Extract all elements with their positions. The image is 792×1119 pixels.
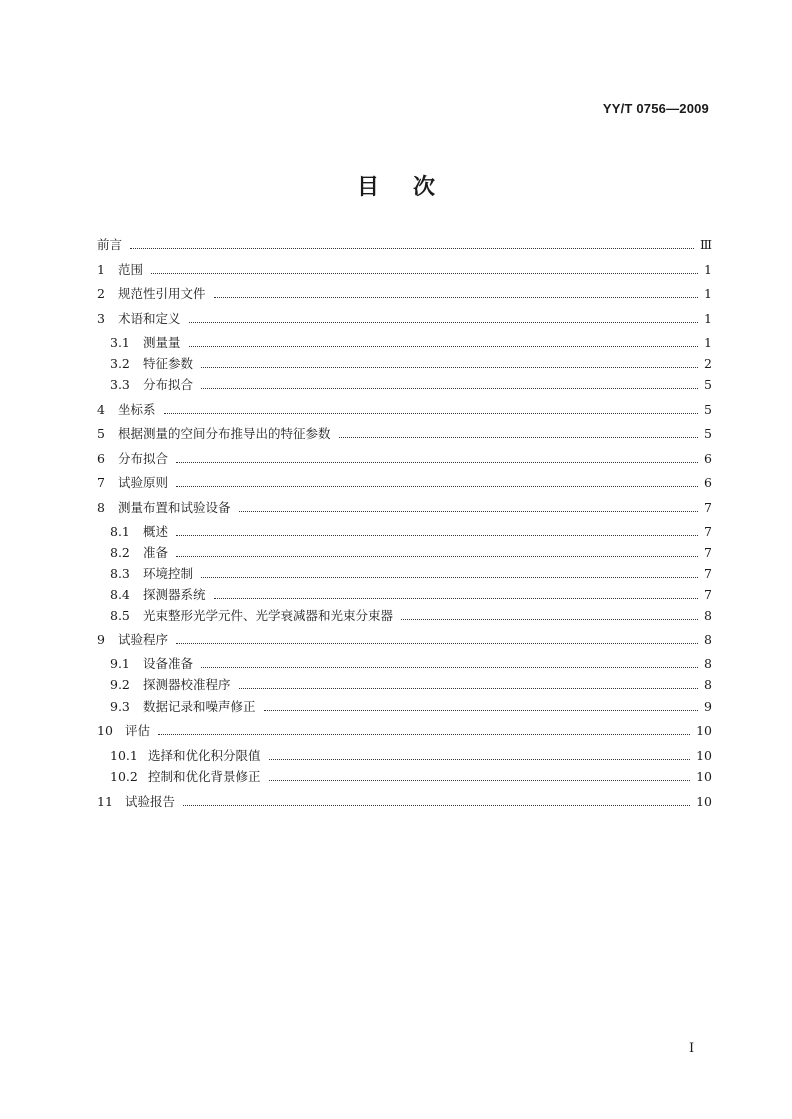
toc-entry-title: 控制和优化背景修正: [148, 769, 261, 784]
toc-entry-title: 坐标系: [118, 402, 156, 417]
toc-entry-number: 9.3: [110, 699, 130, 714]
toc-entry[interactable]: [97, 285, 712, 303]
toc-entry[interactable]: [97, 236, 712, 254]
toc-entry[interactable]: [97, 793, 712, 811]
toc-entry[interactable]: [97, 425, 712, 443]
dot-leader: [401, 618, 698, 620]
toc-entry-number: 10.1: [110, 748, 138, 763]
toc-entry-title: 范围: [118, 262, 144, 277]
dot-leader: [269, 779, 691, 781]
toc-entry-page: 5: [704, 402, 712, 417]
toc-entry-title: 概述: [143, 524, 169, 539]
toc-entry[interactable]: [97, 261, 712, 279]
dot-leader: [339, 436, 698, 438]
toc-entry-page: 1: [704, 311, 712, 326]
toc-entry[interactable]: [110, 768, 712, 786]
dot-leader: [189, 345, 698, 347]
toc-entry[interactable]: [110, 523, 712, 541]
toc-entry-page: 7: [704, 587, 712, 602]
toc-entry-title: 试验报告: [125, 794, 176, 809]
toc-entry-page: 8: [704, 656, 712, 671]
toc-entry-number: 3.2: [110, 356, 130, 371]
toc-entry[interactable]: [97, 450, 712, 468]
dot-leader: [176, 642, 698, 644]
dot-leader: [201, 576, 698, 578]
toc-entry-number: 8: [97, 500, 105, 515]
toc-entry[interactable]: [110, 376, 712, 394]
toc-entry-page: 8: [704, 608, 712, 623]
toc-entry-title: 前言: [97, 237, 123, 252]
toc-entry-page: 1: [704, 286, 712, 301]
toc-entry-number: 7: [97, 475, 105, 490]
toc-entry-title: 评估: [125, 723, 151, 738]
toc-entry-page: 9: [704, 699, 712, 714]
toc-entry-title: 规范性引用文件: [118, 286, 206, 301]
toc-entry-title: 测量量: [143, 335, 181, 350]
toc-entry-title: 探测器系统: [143, 587, 206, 602]
dot-leader: [176, 485, 698, 487]
toc-entry-title: 光束整形光学元件、光学衰减器和光束分束器: [143, 608, 394, 623]
page-number: I: [689, 1041, 695, 1056]
toc-entry[interactable]: [97, 310, 712, 328]
toc-entry-page: 1: [704, 262, 712, 277]
toc-entry-number: 1: [97, 262, 105, 277]
dot-leader: [176, 555, 698, 557]
dot-leader: [176, 461, 698, 463]
toc-entry[interactable]: [110, 355, 712, 373]
toc-entry-page: 8: [704, 677, 712, 692]
dot-leader: [264, 709, 698, 711]
dot-leader: [183, 804, 690, 806]
toc-entry-number: 3: [97, 311, 105, 326]
toc-entry-page: 6: [704, 475, 712, 490]
toc-entry-number: 8.5: [110, 608, 130, 623]
toc-entry-number: 11: [97, 794, 113, 809]
toc-entry[interactable]: [110, 676, 712, 694]
toc-entry-number: 4: [97, 402, 105, 417]
dot-leader: [130, 247, 694, 249]
standard-code: YY/T 0756—2009: [602, 101, 709, 116]
toc-entry-title: 试验原则: [118, 475, 169, 490]
toc-entry[interactable]: [110, 698, 712, 716]
toc-entry-number: 2: [97, 286, 105, 301]
dot-leader: [214, 296, 698, 298]
toc-entry-page: 7: [704, 500, 712, 515]
toc-entry-number: 3.1: [110, 335, 130, 350]
page-title: 目次: [356, 175, 469, 200]
toc-entry-number: 10.2: [110, 769, 138, 784]
dot-leader: [151, 272, 698, 274]
dot-leader: [239, 510, 698, 512]
toc-entry-title: 环境控制: [143, 566, 194, 581]
toc-entry-title: 试验程序: [118, 632, 169, 647]
toc-entry-number: 3.3: [110, 377, 130, 392]
toc-entry-page: 5: [704, 426, 712, 441]
toc-entry-title: 探测器校准程序: [143, 677, 231, 692]
toc-entry-page: 7: [704, 524, 712, 539]
toc-entry-number: 8.1: [110, 524, 130, 539]
toc-entry-page: 7: [704, 545, 712, 560]
toc-entry-page: 6: [704, 451, 712, 466]
toc-entry-title: 分布拟合: [118, 451, 169, 466]
toc-entry-page: 10: [696, 748, 712, 763]
toc-entry-page: 10: [696, 794, 712, 809]
toc-entry-title: 特征参数: [143, 356, 194, 371]
toc-entry[interactable]: [110, 586, 712, 604]
dot-leader: [201, 666, 698, 668]
toc-entry-title: 准备: [143, 545, 169, 560]
toc-entry-page: 5: [704, 377, 712, 392]
dot-leader: [201, 366, 698, 368]
toc-entry-page: 1: [704, 335, 712, 350]
toc-entry-title: 设备准备: [143, 656, 194, 671]
toc-entry-title: 测量布置和试验设备: [118, 500, 231, 515]
dot-leader: [176, 534, 698, 536]
toc-entry[interactable]: [110, 607, 712, 625]
dot-leader: [189, 321, 698, 323]
toc-entry-number: 9: [97, 632, 105, 647]
toc-entry-title: 术语和定义: [118, 311, 181, 326]
toc-entry-title: 根据测量的空间分布推导出的特征参数: [118, 426, 331, 441]
toc-entry-page: 10: [696, 723, 712, 738]
toc-entry-number: 8.3: [110, 566, 130, 581]
toc-entry-title: 选择和优化积分限值: [148, 748, 261, 763]
toc-entry[interactable]: [97, 401, 712, 419]
dot-leader: [201, 387, 698, 389]
toc-entry-number: 10: [97, 723, 113, 738]
toc-entry-number: 9.2: [110, 677, 130, 692]
toc-entry[interactable]: [110, 565, 712, 583]
toc-entry-title: 数据记录和噪声修正: [143, 699, 256, 714]
toc-entry-number: 6: [97, 451, 105, 466]
toc-entry-page: 10: [696, 769, 712, 784]
toc-entry-page: 8: [704, 632, 712, 647]
toc-entry-page: 7: [704, 566, 712, 581]
dot-leader: [239, 687, 698, 689]
toc-entry-number: 8.2: [110, 545, 130, 560]
toc-entry[interactable]: [97, 722, 712, 740]
toc-entry[interactable]: [97, 474, 712, 492]
toc-entry-page: 2: [704, 356, 712, 371]
toc-entry-page: Ⅲ: [699, 237, 712, 252]
dot-leader: [158, 733, 690, 735]
dot-leader: [214, 597, 698, 599]
toc-entry[interactable]: [110, 334, 712, 352]
toc-entry-number: 5: [97, 426, 105, 441]
toc-entry-title: 分布拟合: [143, 377, 194, 392]
toc-entry[interactable]: [97, 631, 712, 649]
toc-entry[interactable]: [97, 499, 712, 517]
toc-entry[interactable]: [110, 544, 712, 562]
toc-entry[interactable]: [110, 655, 712, 673]
toc-entry-number: 9.1: [110, 656, 130, 671]
toc-entry-number: 8.4: [110, 587, 130, 602]
dot-leader: [164, 412, 698, 414]
dot-leader: [269, 758, 691, 760]
toc-entry[interactable]: [110, 747, 712, 765]
